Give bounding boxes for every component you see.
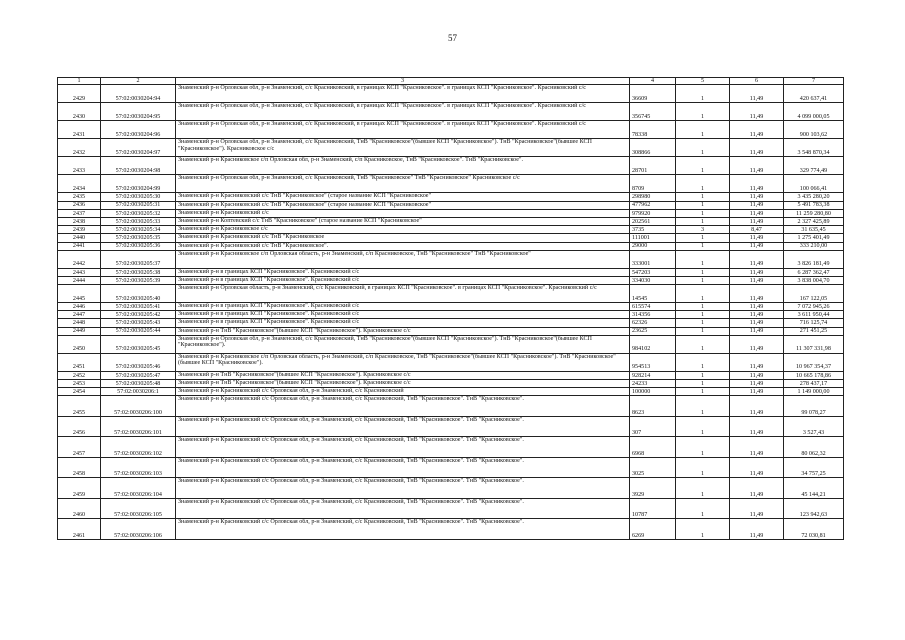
- table-header-row: [58, 78, 844, 85]
- table-row: [58, 85, 844, 103]
- cadastral-cost: 7 072 945,26: [784, 303, 844, 311]
- table-row: [58, 175, 844, 193]
- row-number: 2436: [58, 201, 101, 209]
- table-row: [58, 217, 844, 225]
- cadastral-number: 57:02:0030206:1: [101, 388, 176, 396]
- cadastral-cost: 10 967 354,37: [784, 353, 844, 371]
- rate-value: 11,49: [730, 353, 784, 371]
- category-code: 1: [676, 303, 730, 311]
- table-row: [58, 157, 844, 175]
- rate-value: 11,49: [730, 388, 784, 396]
- cadastral-cost: 329 774,49: [784, 157, 844, 175]
- location-description: Знаменский р-н Красниковский с/с ТнВ "Красниковское".: [176, 242, 630, 250]
- cadastral-cost: 1 149 000,00: [784, 388, 844, 396]
- category-code: 1: [676, 268, 730, 276]
- row-number: 2452: [58, 371, 101, 379]
- table-row: [58, 276, 844, 284]
- rate-value: 11,49: [730, 457, 784, 478]
- rate-value: 11,49: [730, 276, 784, 284]
- cadastral-number: 57:02:0030206:101: [101, 416, 176, 437]
- cadastral-cost: 34 757,25: [784, 457, 844, 478]
- land-registry-table: [57, 77, 844, 540]
- row-number: 2454: [58, 388, 101, 396]
- category-code: 1: [676, 519, 730, 540]
- area-value: 28701: [630, 157, 676, 175]
- table-row: [58, 380, 844, 388]
- rate-value: 11,49: [730, 234, 784, 242]
- cadastral-number: 57:02:0030205:35: [101, 234, 176, 242]
- category-code: 1: [676, 388, 730, 396]
- area-value: 356745: [630, 103, 676, 121]
- table-row: [58, 353, 844, 371]
- area-value: 36609: [630, 85, 676, 103]
- rate-value: 11,49: [730, 268, 784, 276]
- table-row: [58, 268, 844, 276]
- category-code: 1: [676, 396, 730, 417]
- area-value: 308866: [630, 139, 676, 157]
- area-value: 62326: [630, 319, 676, 327]
- rate-value: 8,47: [730, 226, 784, 234]
- rate-value: 11,49: [730, 121, 784, 139]
- table-row: [58, 285, 844, 303]
- category-code: 1: [676, 217, 730, 225]
- cadastral-cost: 3 826 181,49: [784, 250, 844, 268]
- category-code: 1: [676, 242, 730, 250]
- location-description: Знаменский р-н Красниковское с/с: [176, 226, 630, 234]
- cadastral-number: 57:02:0030206:103: [101, 457, 176, 478]
- cadastral-number: 57:02:0030204:98: [101, 157, 176, 175]
- rate-value: 11,49: [730, 327, 784, 335]
- table-row: [58, 242, 844, 250]
- location-description: Знаменский р-н Орловская обл, р-н Знаменский, с/с Красниковский, ТнВ "Красниковское" ТнВ "Красниковское" Красниковское с/с: [176, 175, 630, 193]
- area-value: 477962: [630, 201, 676, 209]
- location-description: Знаменский р-н в границах КСП "Красниковское". Красниковский с/с: [176, 276, 630, 284]
- row-number: 2434: [58, 175, 101, 193]
- area-value: 298980: [630, 193, 676, 201]
- location-description: Знаменский р-н Красниковский с/с ТнВ "Красниковское" (старое название КСП "Красниковское": [176, 193, 630, 201]
- row-number: 2442: [58, 250, 101, 268]
- table-row: [58, 121, 844, 139]
- cadastral-cost: 100 066,41: [784, 175, 844, 193]
- cadastral-cost: 80 062,32: [784, 437, 844, 458]
- table-row: [58, 193, 844, 201]
- row-number: 2431: [58, 121, 101, 139]
- category-code: 1: [676, 353, 730, 371]
- table-row: [58, 371, 844, 379]
- category-code: 1: [676, 380, 730, 388]
- location-description: Знаменский р-н Красниковское с/п Орловская область, р-н Знаменский, с/п Красниковское, ТнВ "Красниковское"(бывшее КСП "Красниковское"). ТнВ "Красниковское"(бывшее КСП "Красниковское").: [176, 353, 630, 371]
- cadastral-cost: 10 665 178,86: [784, 371, 844, 379]
- table-row: [58, 209, 844, 217]
- rate-value: 11,49: [730, 478, 784, 499]
- cadastral-cost: 2 327 425,89: [784, 217, 844, 225]
- category-code: 1: [676, 201, 730, 209]
- cadastral-number: 57:02:0030205:33: [101, 217, 176, 225]
- area-value: 78338: [630, 121, 676, 139]
- cadastral-cost: 4 099 000,05: [784, 103, 844, 121]
- location-description: Знаменский р-н Красниковский с/с Орловская обл, р-н Знаменский, с/с Красниковский, ТнВ "Красниковское". ТнВ "Красниковское".: [176, 478, 630, 499]
- area-value: 202561: [630, 217, 676, 225]
- column-header: 7: [784, 78, 844, 85]
- location-description: Знаменский р-н Красниковский с/с Орловская обл, р-н Знаменский, с/с Красниковский, ТнВ "Красниковское". ТнВ "Красниковское".: [176, 498, 630, 519]
- cadastral-number: 57:02:0030205:47: [101, 371, 176, 379]
- area-value: 334030: [630, 276, 676, 284]
- rate-value: 11,49: [730, 498, 784, 519]
- row-number: 2438: [58, 217, 101, 225]
- column-header: 5: [676, 78, 730, 85]
- category-code: 3: [676, 226, 730, 234]
- category-code: 1: [676, 457, 730, 478]
- location-description: Знаменский р-н Орловская область, р-н Знаменский, с/с Красниковский, в границах КСП "Красниковское". в границах КСП "Красниковское". Красниковский с/с: [176, 285, 630, 303]
- category-code: 1: [676, 193, 730, 201]
- page-number: 57: [448, 33, 457, 43]
- cadastral-number: 57:02:0030204:95: [101, 103, 176, 121]
- location-description: Знаменский р-н ТнВ "Красниковское"(бывшее КСП "Красниковское"). Красниковское с/с: [176, 371, 630, 379]
- table-row: [58, 103, 844, 121]
- table-row: [58, 327, 844, 335]
- category-code: 1: [676, 157, 730, 175]
- rate-value: 11,49: [730, 380, 784, 388]
- rate-value: 11,49: [730, 311, 784, 319]
- location-description: Знаменский р-н ТнВ "Красниковское"(бывшее КСП "Красниковское"). Красниковское с/с: [176, 380, 630, 388]
- table-row: [58, 226, 844, 234]
- row-number: 2430: [58, 103, 101, 121]
- table-row: [58, 478, 844, 499]
- cadastral-number: 57:02:0030205:40: [101, 285, 176, 303]
- area-value: 954513: [630, 353, 676, 371]
- table-row: [58, 335, 844, 353]
- cadastral-number: 57:02:0030206:100: [101, 396, 176, 417]
- area-value: 29000: [630, 242, 676, 250]
- location-description: Знаменский р-н Красниковский с/с Орловская обл, р-н Знаменский, с/с Красниковский, ТнВ "Красниковское". ТнВ "Красниковское".: [176, 396, 630, 417]
- row-number: 2458: [58, 457, 101, 478]
- rate-value: 11,49: [730, 157, 784, 175]
- area-value: 615574: [630, 303, 676, 311]
- rate-value: 11,49: [730, 209, 784, 217]
- row-number: 2446: [58, 303, 101, 311]
- row-number: 2455: [58, 396, 101, 417]
- cadastral-number: 57:02:0030204:99: [101, 175, 176, 193]
- location-description: Знаменский р-н Красниковское с/п Орловская обл, р-н Знаменский, с/п Красниковское, ТнВ "Красниковское". ТнВ "Красниковское".: [176, 157, 630, 175]
- rate-value: 11,49: [730, 519, 784, 540]
- cadastral-number: 57:02:0030206:102: [101, 437, 176, 458]
- area-value: 307: [630, 416, 676, 437]
- category-code: 1: [676, 371, 730, 379]
- location-description: Знаменский р-н в границах КСП "Красниковское". Красниковский с/с: [176, 319, 630, 327]
- cadastral-cost: 72 030,81: [784, 519, 844, 540]
- row-number: 2447: [58, 311, 101, 319]
- table-row: [58, 498, 844, 519]
- location-description: Знаменский р-н Красниковский с/с Орловская обл, р-н Знаменский, с/с Красниковский, ТнВ "Красниковское". ТнВ "Красниковское".: [176, 457, 630, 478]
- location-description: Знаменский р-н Орловская обл, р-н Знаменский, с/с Красниковский, в границах КСП "Красниковское". в границах КСП "Красниковское". Красниковский с/с: [176, 103, 630, 121]
- row-number: 2457: [58, 437, 101, 458]
- row-number: 2453: [58, 380, 101, 388]
- area-value: 314356: [630, 311, 676, 319]
- rate-value: 11,49: [730, 396, 784, 417]
- cadastral-cost: 11 307 331,98: [784, 335, 844, 353]
- category-code: 1: [676, 335, 730, 353]
- location-description: Знаменский р-н Красниковский с/с ТнВ "Красниковское" (старое название КСП "Красниковское": [176, 201, 630, 209]
- rate-value: 11,49: [730, 437, 784, 458]
- cadastral-number: 57:02:0030205:30: [101, 193, 176, 201]
- cadastral-number: 57:02:0030205:34: [101, 226, 176, 234]
- rate-value: 11,49: [730, 85, 784, 103]
- cadastral-cost: 420 637,41: [784, 85, 844, 103]
- category-code: 1: [676, 498, 730, 519]
- cadastral-number: 57:02:0030205:48: [101, 380, 176, 388]
- rate-value: 11,49: [730, 285, 784, 303]
- row-number: 2435: [58, 193, 101, 201]
- cadastral-number: 57:02:0030205:43: [101, 319, 176, 327]
- table-row: [58, 201, 844, 209]
- cadastral-number: 57:02:0030205:42: [101, 311, 176, 319]
- table-row: [58, 416, 844, 437]
- cadastral-number: 57:02:0030204:97: [101, 139, 176, 157]
- cadastral-cost: 271 451,25: [784, 327, 844, 335]
- row-number: 2459: [58, 478, 101, 499]
- cadastral-cost: 5 491 783,38: [784, 201, 844, 209]
- rate-value: 11,49: [730, 303, 784, 311]
- category-code: 1: [676, 285, 730, 303]
- cadastral-cost: 31 635,45: [784, 226, 844, 234]
- area-value: 8709: [630, 175, 676, 193]
- area-value: 547203: [630, 268, 676, 276]
- cadastral-cost: 6 287 362,47: [784, 268, 844, 276]
- location-description: Знаменский р-н Красниковский с/с Орловская обл, р-н Знаменский, с/с Красниковский, ТнВ "Красниковское". ТнВ "Красниковское".: [176, 416, 630, 437]
- location-description: Знаменский р-н Орловская обл, р-н Знаменский, с/с Красниковский, ТнВ "Красниковское"(бывшее КСП "Красниковское"). ТнВ "Красниковское"(бывшее КСП "Красниковское").: [176, 335, 630, 353]
- rate-value: 11,49: [730, 335, 784, 353]
- area-value: 333001: [630, 250, 676, 268]
- category-code: 1: [676, 234, 730, 242]
- cadastral-number: 57:02:0030205:39: [101, 276, 176, 284]
- table-row: [58, 311, 844, 319]
- cadastral-cost: 278 437,17: [784, 380, 844, 388]
- area-value: 24233: [630, 380, 676, 388]
- cadastral-cost: 3 838 004,70: [784, 276, 844, 284]
- cadastral-cost: 900 103,62: [784, 121, 844, 139]
- table-row: [58, 319, 844, 327]
- location-description: Знаменский р-н Красниковский с/с ТнВ "Красниковское: [176, 234, 630, 242]
- area-value: 100000: [630, 388, 676, 396]
- category-code: 1: [676, 139, 730, 157]
- column-header: 2: [101, 78, 176, 85]
- table-row: [58, 437, 844, 458]
- cadastral-number: 57:02:0030206:105: [101, 498, 176, 519]
- category-code: 1: [676, 319, 730, 327]
- cadastral-cost: 45 144,21: [784, 478, 844, 499]
- area-value: 979920: [630, 209, 676, 217]
- cadastral-cost: 333 210,00: [784, 242, 844, 250]
- area-value: 8623: [630, 396, 676, 417]
- location-description: Знаменский р-н Красниковский с/с Орловская обл, р-н Знаменский, с/с Красниковский: [176, 388, 630, 396]
- rate-value: 11,49: [730, 193, 784, 201]
- row-number: 2450: [58, 335, 101, 353]
- category-code: 1: [676, 478, 730, 499]
- category-code: 1: [676, 250, 730, 268]
- cadastral-cost: 123 942,63: [784, 498, 844, 519]
- row-number: 2448: [58, 319, 101, 327]
- area-value: 10787: [630, 498, 676, 519]
- category-code: 1: [676, 121, 730, 139]
- location-description: Знаменский р-н Красниковский с/с Орловская обл, р-н Знаменский, с/с Красниковский, ТнВ "Красниковское". ТнВ "Красниковское".: [176, 437, 630, 458]
- cadastral-number: 57:02:0030205:37: [101, 250, 176, 268]
- category-code: 1: [676, 85, 730, 103]
- row-number: 2429: [58, 85, 101, 103]
- cadastral-cost: 3 435 280,20: [784, 193, 844, 201]
- category-code: 1: [676, 209, 730, 217]
- rate-value: 11,49: [730, 201, 784, 209]
- table-row: [58, 234, 844, 242]
- table-row: [58, 250, 844, 268]
- cadastral-number: 57:02:0030204:94: [101, 85, 176, 103]
- area-value: 3025: [630, 457, 676, 478]
- area-value: 3929: [630, 478, 676, 499]
- location-description: Знаменский р-н в границах КСП "Красниковское". Красниковский с/с: [176, 268, 630, 276]
- cadastral-cost: 3 611 950,44: [784, 311, 844, 319]
- category-code: 1: [676, 437, 730, 458]
- cadastral-cost: 716 125,74: [784, 319, 844, 327]
- cadastral-cost: 11 259 280,80: [784, 209, 844, 217]
- location-description: Знаменский р-н в границах КСП "Красниковское". Красниковский с/с: [176, 303, 630, 311]
- rate-value: 11,49: [730, 319, 784, 327]
- area-value: 984102: [630, 335, 676, 353]
- category-code: 1: [676, 103, 730, 121]
- cadastral-number: 57:02:0030206:104: [101, 478, 176, 499]
- rate-value: 11,49: [730, 139, 784, 157]
- row-number: 2443: [58, 268, 101, 276]
- location-description: Знаменский р-н Коптевский с/с ТнВ "Красниковское" (старое название КСП "Красниковское": [176, 217, 630, 225]
- cadastral-number: 57:02:0030205:46: [101, 353, 176, 371]
- cadastral-number: 57:02:0030205:36: [101, 242, 176, 250]
- cadastral-cost: 167 122,05: [784, 285, 844, 303]
- row-number: 2449: [58, 327, 101, 335]
- table-row: [58, 396, 844, 417]
- column-header: 3: [176, 78, 630, 85]
- location-description: Знаменский р-н в границах КСП "Красниковское". Красниковский с/с: [176, 311, 630, 319]
- cadastral-cost: 3 527,43: [784, 416, 844, 437]
- table-row: [58, 388, 844, 396]
- rate-value: 11,49: [730, 242, 784, 250]
- cadastral-cost: 1 275 401,49: [784, 234, 844, 242]
- row-number: 2460: [58, 498, 101, 519]
- cadastral-number: 57:02:0030204:96: [101, 121, 176, 139]
- cadastral-number: 57:02:0030205:45: [101, 335, 176, 353]
- row-number: 2444: [58, 276, 101, 284]
- cadastral-cost: 3 548 870,34: [784, 139, 844, 157]
- row-number: 2439: [58, 226, 101, 234]
- table-row: [58, 519, 844, 540]
- row-number: 2456: [58, 416, 101, 437]
- rate-value: 11,49: [730, 416, 784, 437]
- area-value: 6968: [630, 437, 676, 458]
- location-description: Знаменский р-н Красниковский с/с Орловская обл, р-н Знаменский, с/с Красниковский, ТнВ "Красниковское". ТнВ "Красниковское".: [176, 519, 630, 540]
- category-code: 1: [676, 327, 730, 335]
- row-number: 2445: [58, 285, 101, 303]
- cadastral-number: 57:02:0030205:38: [101, 268, 176, 276]
- cadastral-number: 57:02:0030205:41: [101, 303, 176, 311]
- rate-value: 11,49: [730, 250, 784, 268]
- column-header: 4: [630, 78, 676, 85]
- category-code: 1: [676, 175, 730, 193]
- row-number: 2461: [58, 519, 101, 540]
- table-row: [58, 457, 844, 478]
- location-description: Знаменский р-н Орловская обл, р-н Знаменский, с/с Красниковский, в границах КСП "Красниковское". в границах КСП "Красниковское". Красниковский с/с: [176, 121, 630, 139]
- row-number: 2437: [58, 209, 101, 217]
- row-number: 2451: [58, 353, 101, 371]
- rate-value: 11,49: [730, 371, 784, 379]
- column-header: 1: [58, 78, 101, 85]
- location-description: Знаменский р-н Красниковский с/с: [176, 209, 630, 217]
- row-number: 2440: [58, 234, 101, 242]
- cadastral-cost: 99 078,27: [784, 396, 844, 417]
- row-number: 2441: [58, 242, 101, 250]
- rate-value: 11,49: [730, 175, 784, 193]
- table-row: [58, 303, 844, 311]
- cadastral-number: 57:02:0030205:31: [101, 201, 176, 209]
- area-value: 23625: [630, 327, 676, 335]
- rate-value: 11,49: [730, 103, 784, 121]
- table-row: [58, 139, 844, 157]
- column-header: 6: [730, 78, 784, 85]
- location-description: Знаменский р-н Орловская обл, р-н Знаменский, с/с Красниковский, ТнВ "Красниковское"(бывшее КСП "Красниковское"). ТнВ "Красниковское"(бывшее КСП "Красниковское"). Красниковское с/с: [176, 139, 630, 157]
- row-number: 2432: [58, 139, 101, 157]
- cadastral-number: 57:02:0030205:32: [101, 209, 176, 217]
- area-value: 111001: [630, 234, 676, 242]
- category-code: 1: [676, 416, 730, 437]
- location-description: Знаменский р-н Красниковское с/п Орловская область, р-н Знаменский, с/п Красниковское, ТнВ "Красниковское" ТнВ "Красниковское": [176, 250, 630, 268]
- rate-value: 11,49: [730, 217, 784, 225]
- cadastral-number: 57:02:0030206:106: [101, 519, 176, 540]
- location-description: Знаменский р-н ТнВ "Красниковское"(бывшее КСП "Красниковское"). Красниковское с/с: [176, 327, 630, 335]
- category-code: 1: [676, 311, 730, 319]
- row-number: 2433: [58, 157, 101, 175]
- area-value: 14545: [630, 285, 676, 303]
- category-code: 1: [676, 276, 730, 284]
- cadastral-number: 57:02:0030205:44: [101, 327, 176, 335]
- location-description: Знаменский р-н Орловская обл, р-н Знаменский, с/с Красниковский, в границах КСП "Красниковское". в границах КСП "Красниковское". Красниковский с/с: [176, 85, 630, 103]
- area-value: 6269: [630, 519, 676, 540]
- area-value: 3735: [630, 226, 676, 234]
- area-value: 928214: [630, 371, 676, 379]
